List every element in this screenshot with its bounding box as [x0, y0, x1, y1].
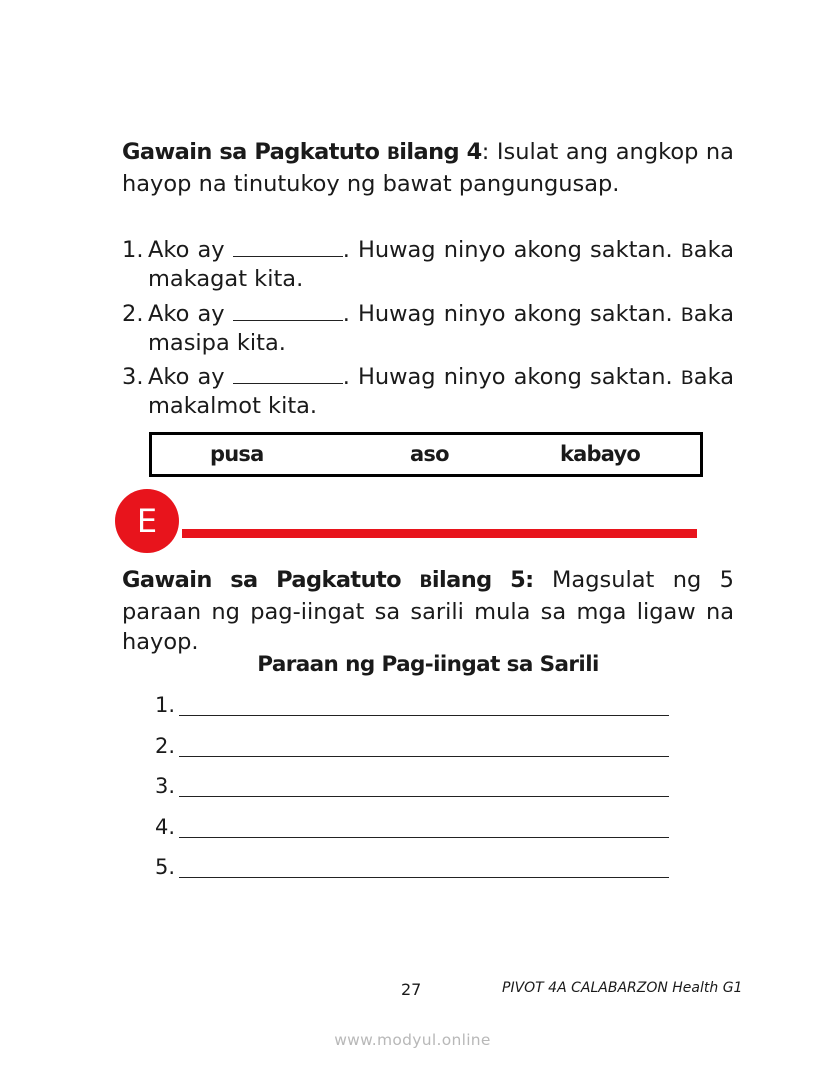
- answer-blank-3[interactable]: [233, 363, 343, 384]
- section-letter-badge: E: [115, 489, 179, 553]
- item-number: 2.: [122, 301, 144, 327]
- watermark: www.modyul.online: [334, 1031, 491, 1049]
- exercise-item-3: 3. Ako ay . Huwag ninyo akong saktan. Baka makalmot kita.: [122, 364, 734, 419]
- activity-4-title: Gawain sa Pagkatuto Bilang 4: [122, 139, 482, 165]
- item-number: 1.: [122, 237, 144, 263]
- section-divider-bar: [182, 529, 697, 538]
- exercise-item-2: 2. Ako ay . Huwag ninyo akong saktan. Baka masipa kita.: [122, 301, 734, 356]
- choice-word: kabayo: [560, 442, 641, 466]
- page-number: 27: [401, 980, 422, 999]
- activity-5-title: Gawain sa Pagkatuto Bilang 5:: [122, 567, 534, 593]
- choice-word: pusa: [210, 442, 264, 466]
- answer-blank-1[interactable]: [233, 236, 343, 257]
- activity-5-instruction: Gawain sa Pagkatuto Bilang 5: Magsulat ng 5 paraan ng pag-iingat sa sarili mula sa mga ligaw na hayop.: [122, 567, 735, 655]
- word-choices-box: [149, 432, 703, 477]
- exercise-item-1: 1. Ako ay . Huwag ninyo akong saktan. Baka makagat kita.: [122, 237, 734, 292]
- choice-word: aso: [410, 442, 449, 466]
- item-number: 3.: [122, 364, 144, 390]
- activity-4-instruction: Gawain sa Pagkatuto Bilang 4: Isulat ang angkop na hayop na tinutukoy ng bawat pangungusap.: [122, 139, 734, 197]
- footer-title: PIVOT 4A CALABARZON Health G1: [502, 980, 743, 996]
- list-subheading: Paraan ng Pag-iingat sa Sarili: [257, 652, 599, 677]
- answer-blank-2[interactable]: [233, 300, 343, 321]
